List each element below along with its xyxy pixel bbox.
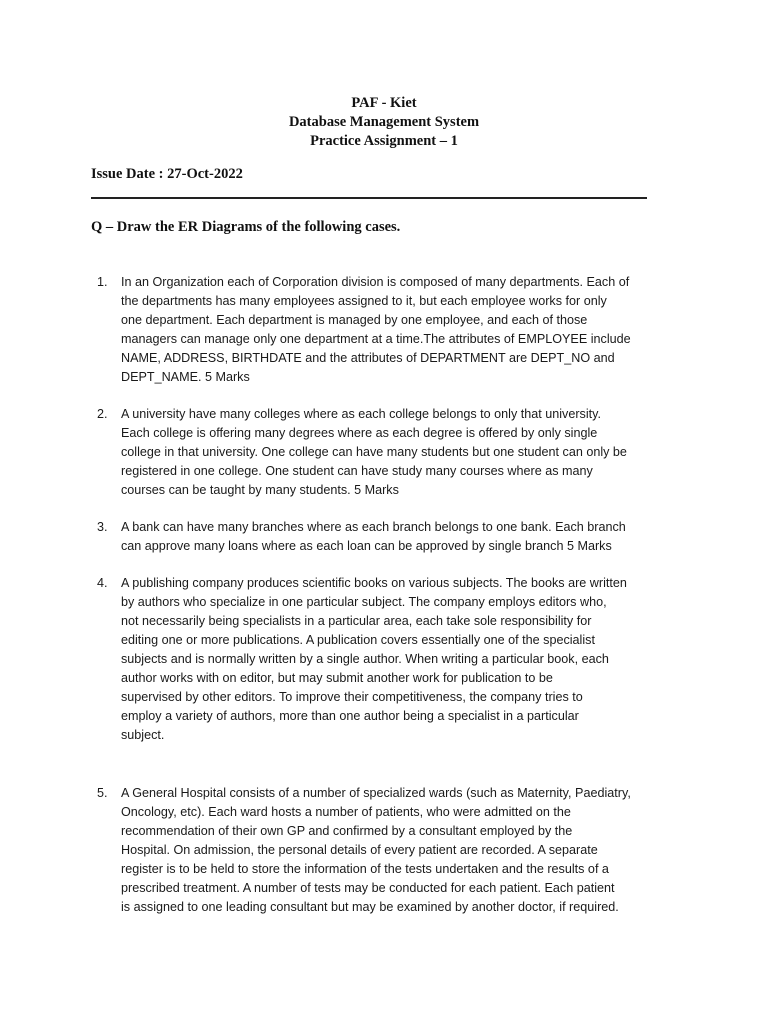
item-line: DEPT_NAME. 5 Marks (121, 370, 250, 384)
issue-date: Issue Date : 27-Oct-2022 (91, 166, 243, 182)
question-list (91, 273, 691, 917)
item-number: 4. (97, 576, 108, 590)
item-line: editing one or more publications. A publication covers essentially one of the specialist (121, 633, 595, 647)
item-line: In an Organization each of Corporation division is composed of many departments. Each of (121, 275, 630, 289)
assignment-title: Practice Assignment – 1 (310, 133, 458, 149)
divider-line (91, 197, 647, 199)
item-line: Oncology, etc). Each ward hosts a number of patients, who were admitted on the (121, 805, 571, 819)
item-number: 3. (97, 520, 108, 534)
item-line: can approve many loans where as each loan can be approved by single branch 5 Marks (121, 539, 612, 553)
item-line: is assigned to one leading consultant but may be examined by another doctor, if required. (121, 900, 619, 914)
item-line: A General Hospital consists of a number of specialized wards (such as Maternity, Paediatry, (121, 786, 631, 800)
item-line: author works with on editor, but may submit another work for publication to be (121, 671, 553, 685)
item-line: subject. (121, 728, 165, 742)
item-line: Hospital. On admission, the personal details of every patient are recorded. A separate (121, 843, 598, 857)
item-line: courses can be taught by many students. 5 Marks (121, 483, 399, 497)
item-line: subjects and is normally written by a single author. When writing a particular book, each (121, 652, 609, 666)
item-line: prescribed treatment. A number of tests may be conducted for each patient. Each patient (121, 881, 615, 895)
item-line: registered in one college. One student can have study many courses where as many (121, 464, 593, 478)
item-line: not necessarily being specialists in a particular area, each take sole responsibility for (121, 614, 592, 628)
list-item (91, 784, 691, 917)
document-header (0, 94, 768, 151)
item-line: employ a variety of authors, more than one author being a specialist in a particular (121, 709, 579, 723)
item-line: register is to be held to store the information of the tests undertaken and the results of a (121, 862, 609, 876)
item-line: managers can manage only one department at a time.The attributes of EMPLOYEE include (121, 332, 631, 346)
item-line: NAME, ADDRESS, BIRTHDATE and the attributes of DEPARTMENT are DEPT_NO and (121, 351, 615, 365)
item-number: 5. (97, 786, 108, 800)
item-line: recommendation of their own GP and confirmed by a consultant employed by the (121, 824, 573, 838)
list-item (91, 574, 691, 745)
item-line: A bank can have many branches where as each branch belongs to one bank. Each branch (121, 520, 626, 534)
item-number: 2. (97, 407, 108, 421)
item-line: A publishing company produces scientific books on various subjects. The books are written (121, 576, 627, 590)
item-line: supervised by other editors. To improve their competitiveness, the company tries to (121, 690, 583, 704)
item-line: A university have many colleges where as each college belongs to only that university. (121, 407, 601, 421)
item-line: Each college is offering many degrees where as each degree is offered by only single (121, 426, 598, 440)
question-heading: Q – Draw the ER Diagrams of the following cases. (91, 219, 401, 235)
item-line: college in that university. One college can have many students but one student can only be (121, 445, 627, 459)
item-number: 1. (97, 275, 108, 289)
institution-name: PAF - Kiet (351, 95, 417, 111)
item-line: one department. Each department is managed by one employee, and each of those (121, 313, 588, 327)
list-item (91, 273, 691, 387)
list-item (91, 518, 691, 556)
item-line: by authors who specialize in one particular subject. The company employs editors who, (121, 595, 607, 609)
course-title: Database Management System (288, 114, 480, 130)
list-item (91, 405, 691, 500)
item-line: the departments has many employees assigned to it, but each employee works for only (121, 294, 607, 308)
